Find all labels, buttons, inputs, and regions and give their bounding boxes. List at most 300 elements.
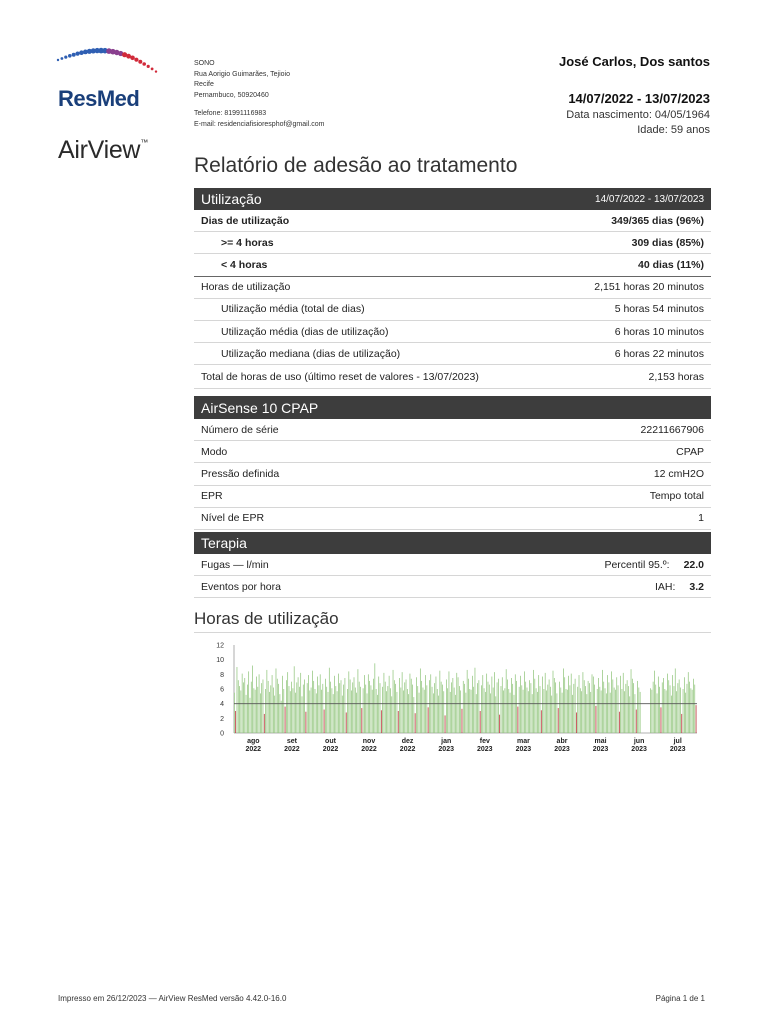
usage-bar xyxy=(313,681,314,733)
usage-bar xyxy=(333,694,334,733)
x-tick-year: 2022 xyxy=(245,746,262,753)
table-row xyxy=(194,508,711,530)
usage-hours-chart xyxy=(194,636,711,760)
logo-dot xyxy=(155,70,157,72)
usage-bar xyxy=(507,679,508,733)
usage-bar xyxy=(606,693,607,733)
usage-bar xyxy=(256,677,257,733)
usage-bar xyxy=(374,663,375,733)
usage-bar xyxy=(480,711,481,733)
chart-title: Horas de utilização xyxy=(194,609,339,628)
x-tick-year: 2022 xyxy=(399,746,416,753)
usage-bar xyxy=(300,673,301,733)
resmed-brand-logo: ResMed xyxy=(58,86,140,111)
therapy-section-header xyxy=(194,532,711,554)
row-key: IAH: xyxy=(654,580,676,593)
row-label: Fugas — l/min xyxy=(201,558,269,571)
usage-bar xyxy=(512,684,513,733)
usage-bar xyxy=(653,682,654,733)
usage-bar xyxy=(237,667,238,733)
usage-bar xyxy=(267,670,268,733)
usage-bar xyxy=(615,690,616,733)
x-tick-month: jul xyxy=(673,738,682,745)
x-tick-year: 2022 xyxy=(322,746,339,753)
usage-bar xyxy=(316,693,317,733)
report-title: Relatório de adesão ao tratamento xyxy=(194,154,518,177)
usage-bar xyxy=(691,688,692,733)
usage-bar xyxy=(618,685,619,733)
usage-bar xyxy=(590,692,591,733)
usage-bar xyxy=(454,688,455,733)
usage-bar xyxy=(438,696,439,733)
usage-bar xyxy=(247,685,248,733)
usage-bar xyxy=(380,683,381,733)
usage-bar xyxy=(584,680,585,733)
usage-bar xyxy=(657,693,658,733)
usage-bar xyxy=(452,678,453,733)
usage-bar xyxy=(555,682,556,733)
usage-bar xyxy=(688,672,689,733)
usage-bar xyxy=(460,690,461,733)
patient-birth-date: Data nascimento: 04/05/1964 xyxy=(566,109,710,121)
usage-bar xyxy=(436,677,437,733)
row-value: 2,151 horas 20 minutos xyxy=(594,281,704,294)
x-tick-year: 2023 xyxy=(592,746,609,753)
usage-bar xyxy=(546,690,547,733)
usage-bar xyxy=(441,682,442,733)
x-tick-year: 2023 xyxy=(477,746,493,753)
usage-bar xyxy=(347,689,348,733)
usage-bar xyxy=(393,670,394,733)
usage-bar xyxy=(355,688,356,733)
clinic-line: Pernambuco, 50920460 xyxy=(194,91,269,99)
usage-bar xyxy=(541,710,542,733)
usage-bar xyxy=(471,690,472,733)
row-label: Nível de EPR xyxy=(201,512,265,525)
usage-bar xyxy=(549,679,550,733)
usage-bar xyxy=(352,682,353,733)
usage-bar xyxy=(413,697,414,733)
usage-bar xyxy=(250,698,251,733)
usage-bar xyxy=(293,688,294,733)
usage-bar xyxy=(309,690,310,733)
logo-dot xyxy=(130,56,135,61)
table-row xyxy=(194,343,711,365)
usage-bar xyxy=(502,677,503,733)
row-value: 3.2 xyxy=(689,580,704,593)
usage-bar xyxy=(493,688,494,733)
usage-bar xyxy=(520,676,521,733)
x-tick-year: 2022 xyxy=(284,746,300,753)
usage-bar xyxy=(342,696,343,733)
logo-dot xyxy=(151,68,154,71)
table-row xyxy=(194,232,711,254)
usage-bar xyxy=(307,683,308,733)
row-label: Utilização média (dias de utilização) xyxy=(221,325,389,338)
usage-bar xyxy=(510,693,511,733)
usage-bar xyxy=(562,693,563,733)
usage-bar xyxy=(488,682,489,733)
device-section xyxy=(194,396,711,530)
usage-bar xyxy=(319,685,320,733)
usage-bar xyxy=(402,672,403,733)
row-label: EPR xyxy=(201,490,223,503)
usage-bar xyxy=(455,695,456,733)
usage-bar xyxy=(403,690,404,733)
row-label: Número de série xyxy=(201,423,279,436)
usage-bar xyxy=(640,692,641,733)
usage-bar xyxy=(458,677,459,733)
y-tick-label: 0 xyxy=(220,730,224,738)
usage-bar xyxy=(294,666,295,733)
usage-bar xyxy=(372,690,373,733)
usage-bar xyxy=(485,692,486,733)
usage-bar xyxy=(312,671,313,733)
usage-bar xyxy=(563,668,564,733)
usage-bar xyxy=(598,678,599,733)
usage-bar xyxy=(466,693,467,733)
usage-bar xyxy=(459,686,460,733)
usage-bar xyxy=(527,688,528,733)
usage-bar xyxy=(324,710,325,733)
clinic-phone: Telefone: 81991116983 xyxy=(194,110,267,117)
usage-bar xyxy=(671,696,672,733)
x-tick-year: 2022 xyxy=(361,746,377,753)
usage-bar xyxy=(572,695,573,733)
usage-bar xyxy=(423,688,424,733)
usage-bar xyxy=(334,676,335,733)
usage-bar xyxy=(322,684,323,733)
usage-bar xyxy=(287,672,288,733)
patient-name: José Carlos, Dos santos xyxy=(559,54,710,69)
table-row xyxy=(194,210,711,232)
row-key: Percentil 95.º: xyxy=(604,558,670,571)
usage-bar xyxy=(601,690,602,733)
usage-bar xyxy=(321,690,322,733)
usage-bar xyxy=(629,696,630,733)
usage-bar xyxy=(542,677,543,733)
usage-bar xyxy=(498,679,499,733)
usage-bar xyxy=(329,668,330,733)
row-value: 1 xyxy=(698,512,704,525)
usage-bar xyxy=(597,689,598,733)
x-tick-month: jan xyxy=(441,738,452,745)
usage-bar xyxy=(588,681,589,733)
usage-bar xyxy=(265,689,266,733)
usage-bar xyxy=(534,679,535,733)
usage-bar xyxy=(419,693,420,733)
usage-bar xyxy=(557,693,558,733)
usage-bar xyxy=(424,690,425,733)
usage-bar xyxy=(384,673,385,733)
x-tick-month: fev xyxy=(479,738,490,745)
usage-bar xyxy=(585,686,586,733)
usage-bar xyxy=(492,677,493,733)
usage-bar xyxy=(489,685,490,733)
table-row xyxy=(194,576,711,598)
usage-bar xyxy=(674,686,675,733)
usage-section-period: 14/07/2022 - 13/07/2023 xyxy=(595,193,704,205)
usage-bar xyxy=(276,668,277,733)
usage-bar xyxy=(281,701,282,733)
usage-bar xyxy=(411,679,412,733)
usage-bar xyxy=(544,689,545,733)
x-tick-month: mar xyxy=(516,738,530,745)
usage-bar xyxy=(611,671,612,733)
y-tick-label: 4 xyxy=(220,701,224,709)
usage-bar xyxy=(469,689,470,733)
usage-bar xyxy=(636,710,637,733)
usage-bar xyxy=(603,682,604,733)
usage-bar xyxy=(550,687,551,733)
usage-bar xyxy=(632,679,633,733)
usage-bar xyxy=(503,690,504,733)
usage-section-title: Utilização xyxy=(201,191,262,207)
usage-bar xyxy=(583,672,584,733)
usage-bar xyxy=(367,693,368,733)
usage-bar xyxy=(243,682,244,733)
usage-bar xyxy=(602,670,603,733)
clinic-line: Rua Aorigio Guimarães, Tejioio xyxy=(194,70,290,78)
usage-bar xyxy=(495,696,496,733)
usage-bar xyxy=(399,678,400,733)
usage-bar xyxy=(412,685,413,733)
usage-bar xyxy=(235,711,236,733)
usage-bar xyxy=(277,679,278,733)
usage-bar xyxy=(274,696,275,733)
usage-bar xyxy=(395,684,396,733)
usage-bar xyxy=(464,684,465,733)
usage-bar xyxy=(337,691,338,733)
usage-bar xyxy=(589,683,590,733)
row-label: Modo xyxy=(201,445,228,458)
logo-dot xyxy=(57,59,59,61)
table-row xyxy=(194,321,711,343)
usage-bar xyxy=(286,680,287,733)
usage-bar xyxy=(628,686,629,733)
usage-bar xyxy=(428,707,429,733)
usage-bar xyxy=(282,676,283,733)
usage-bar xyxy=(330,682,331,733)
usage-bar xyxy=(468,679,469,733)
usage-bar xyxy=(391,696,392,733)
logo-dot xyxy=(76,52,80,56)
usage-bar xyxy=(568,676,569,733)
usage-bar xyxy=(620,676,621,733)
row-label: >= 4 horas xyxy=(221,236,274,249)
usage-bar xyxy=(523,690,524,733)
usage-bar xyxy=(596,706,597,733)
usage-bar xyxy=(477,683,478,733)
usage-bar xyxy=(449,671,450,733)
usage-bar xyxy=(246,695,247,733)
usage-bar xyxy=(576,712,577,733)
usage-bar xyxy=(511,678,512,733)
usage-bar xyxy=(476,694,477,733)
logo-dot xyxy=(142,62,146,66)
divider xyxy=(194,632,711,633)
logo-dot xyxy=(79,50,84,55)
usage-bar xyxy=(400,688,401,733)
usage-bar xyxy=(295,693,296,733)
usage-bar xyxy=(257,687,258,733)
usage-bar xyxy=(241,690,242,733)
usage-bar xyxy=(624,691,625,733)
usage-bar xyxy=(373,679,374,733)
usage-bar xyxy=(426,685,427,733)
logo-dot xyxy=(72,53,76,57)
usage-bar xyxy=(506,669,507,733)
usage-bar xyxy=(343,685,344,733)
row-value: 22211667906 xyxy=(640,423,704,436)
usage-bar xyxy=(273,688,274,733)
usage-bar xyxy=(540,686,541,733)
usage-bar xyxy=(518,707,519,733)
usage-bar xyxy=(450,692,451,733)
usage-bar xyxy=(521,685,522,733)
print-info: Impresso em 26/12/2023 — AirView ResMed versão 4.42.0-16.0 xyxy=(58,994,287,1003)
usage-bar xyxy=(560,688,561,733)
therapy-section xyxy=(194,532,711,598)
x-tick-month: jun xyxy=(633,738,645,745)
usage-bar xyxy=(633,683,634,733)
usage-bar xyxy=(378,677,379,733)
usage-bar xyxy=(462,709,463,733)
usage-bar xyxy=(434,683,435,733)
usage-bar xyxy=(289,686,290,733)
usage-bar xyxy=(670,685,671,733)
usage-bar xyxy=(420,668,421,733)
usage-bar xyxy=(622,689,623,733)
x-tick-month: out xyxy=(325,738,336,745)
usage-bar xyxy=(261,683,262,733)
usage-bar xyxy=(566,689,567,733)
table-row xyxy=(194,277,711,299)
logo-dot xyxy=(134,58,138,62)
usage-bar xyxy=(382,687,383,733)
usage-bar xyxy=(676,691,677,733)
usage-bar xyxy=(637,681,638,733)
usage-bar xyxy=(248,671,249,733)
usage-bar xyxy=(260,693,261,733)
usage-bar xyxy=(532,694,533,733)
y-tick-label: 6 xyxy=(220,686,224,694)
usage-bar xyxy=(394,680,395,733)
usage-bar xyxy=(494,672,495,733)
patient-info xyxy=(559,54,710,136)
row-value: 5 horas 54 minutos xyxy=(614,303,704,316)
usage-bar xyxy=(278,684,279,733)
usage-bar xyxy=(635,694,636,733)
usage-bar xyxy=(516,681,517,733)
usage-bar xyxy=(625,684,626,733)
usage-bar xyxy=(239,686,240,733)
clinic-email: E-mail: residenciafisioresphof@gmail.com xyxy=(194,120,325,128)
usage-bar xyxy=(387,686,388,733)
x-tick-month: mai xyxy=(594,738,607,745)
usage-bar xyxy=(519,687,520,733)
usage-bar xyxy=(497,682,498,733)
table-row xyxy=(194,365,711,389)
row-value: 6 horas 22 minutos xyxy=(614,347,704,360)
usage-bar xyxy=(505,688,506,733)
usage-bar xyxy=(408,694,409,733)
usage-bar xyxy=(291,682,292,733)
usage-bar xyxy=(360,687,361,733)
table-row xyxy=(194,299,711,321)
usage-bar xyxy=(558,708,559,733)
y-tick-label: 10 xyxy=(216,657,224,665)
usage-bar xyxy=(655,685,656,733)
therapy-section-title: Terapia xyxy=(201,535,247,551)
x-tick-year: 2023 xyxy=(631,746,647,753)
usage-bar xyxy=(675,668,676,733)
x-tick-month: dez xyxy=(401,738,414,745)
y-tick-label: 8 xyxy=(220,671,224,679)
usage-bar xyxy=(263,679,264,733)
table-row xyxy=(194,419,711,441)
logo-dot xyxy=(68,54,72,58)
usage-bar xyxy=(529,680,530,733)
y-tick-label: 12 xyxy=(216,642,224,650)
usage-bar xyxy=(473,687,474,733)
clinic-info xyxy=(194,59,324,130)
row-value: 349/365 dias (96%) xyxy=(611,214,704,227)
usage-bar xyxy=(693,679,694,733)
row-value: 309 dias (85%) xyxy=(631,236,704,249)
usage-bar xyxy=(304,679,305,733)
usage-bar xyxy=(407,689,408,733)
usage-bar xyxy=(612,679,613,733)
usage-bar xyxy=(303,685,304,733)
usage-bar xyxy=(416,677,417,733)
usage-bar xyxy=(593,677,594,733)
table-row xyxy=(194,441,711,463)
usage-bar xyxy=(605,688,606,733)
usage-bar xyxy=(325,679,326,733)
usage-bar xyxy=(332,688,333,733)
row-label: < 4 horas xyxy=(221,258,268,271)
usage-bar xyxy=(447,688,448,733)
usage-bar xyxy=(663,678,664,733)
usage-bar xyxy=(302,696,303,733)
usage-bar xyxy=(376,689,377,733)
usage-bar xyxy=(371,685,372,733)
row-value: 22.0 xyxy=(683,558,704,571)
usage-bar xyxy=(537,692,538,733)
x-tick-month: ago xyxy=(247,738,260,745)
usage-bar xyxy=(417,686,418,733)
usage-bar xyxy=(351,690,352,733)
usage-bar xyxy=(306,712,307,733)
usage-bar xyxy=(696,705,697,733)
usage-bar xyxy=(254,688,255,733)
usage-bar xyxy=(299,687,300,733)
logo-dot xyxy=(64,56,67,59)
usage-bar xyxy=(658,677,659,733)
usage-bar xyxy=(385,682,386,733)
usage-bar xyxy=(255,690,256,733)
usage-bar xyxy=(554,678,555,733)
usage-bar xyxy=(298,677,299,733)
usage-bar xyxy=(661,707,662,733)
usage-bar xyxy=(439,671,440,733)
usage-bar xyxy=(573,684,574,733)
usage-bar xyxy=(339,683,340,733)
usage-bar xyxy=(681,714,682,733)
usage-bar xyxy=(651,690,652,733)
usage-bar xyxy=(268,681,269,733)
